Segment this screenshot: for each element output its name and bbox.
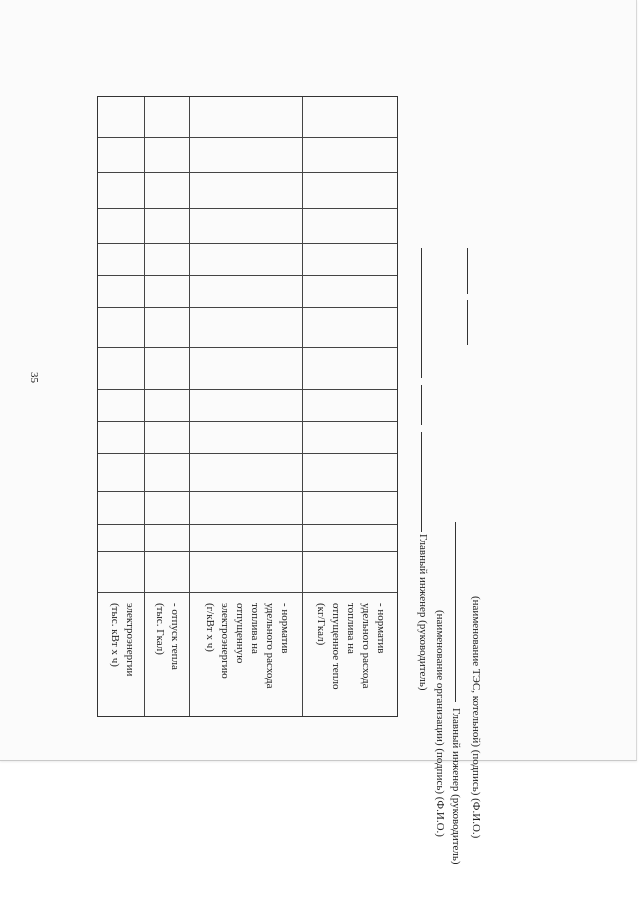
table-col-divider: [98, 243, 397, 244]
table-col-divider: [98, 137, 397, 138]
table-col-divider: [98, 347, 397, 348]
table-col-divider: [98, 491, 397, 492]
row-label-fuel-norm-electricity: - норматив удельного расхода топлива на отпущенную электроэнергию (г/кВт х ч): [204, 603, 291, 689]
signature-blank: [455, 522, 456, 702]
table-col-divider: [98, 592, 397, 593]
signature-blank: [421, 248, 422, 378]
table-col-divider: [98, 421, 397, 422]
table-row-divider: [189, 97, 190, 716]
signature-blank: [421, 385, 422, 425]
signature-title-plant: Главный инженер (руководитель): [450, 708, 462, 865]
row-label-fuel-norm-heat: - норматив удельного расхода топлива на отпущенное тепло (кг/Гкал): [315, 603, 387, 690]
table-col-divider: [98, 172, 397, 173]
table-col-divider: [98, 453, 397, 454]
table-col-divider: [98, 275, 397, 276]
signature-title-organization: Главный инженер (руководитель): [417, 534, 429, 691]
data-table: [97, 96, 398, 717]
table-row-divider: [144, 97, 145, 716]
table-col-divider: [98, 524, 397, 525]
signature-blank: [467, 248, 468, 294]
table-col-divider: [98, 551, 397, 552]
signature-caption-plant: (наименование ТЭС, котельной) (подпись) (Ф.И.О.): [470, 596, 482, 839]
signature-caption-organization: (наименование организации) (подпись) (Ф.И.О.): [434, 610, 446, 837]
table-col-divider: [98, 208, 397, 209]
signature-blank: [421, 432, 422, 532]
page-number: 35: [28, 372, 40, 383]
table-col-divider: [98, 389, 397, 390]
row-label-electricity: электроэнергии (тыс. кВт х ч): [109, 603, 136, 677]
row-label-heat-supply: - отпуск тепла (тыс. Гкал): [154, 603, 181, 670]
signature-blank: [467, 300, 468, 345]
table-col-divider: [98, 307, 397, 308]
table-row-divider: [302, 97, 303, 716]
